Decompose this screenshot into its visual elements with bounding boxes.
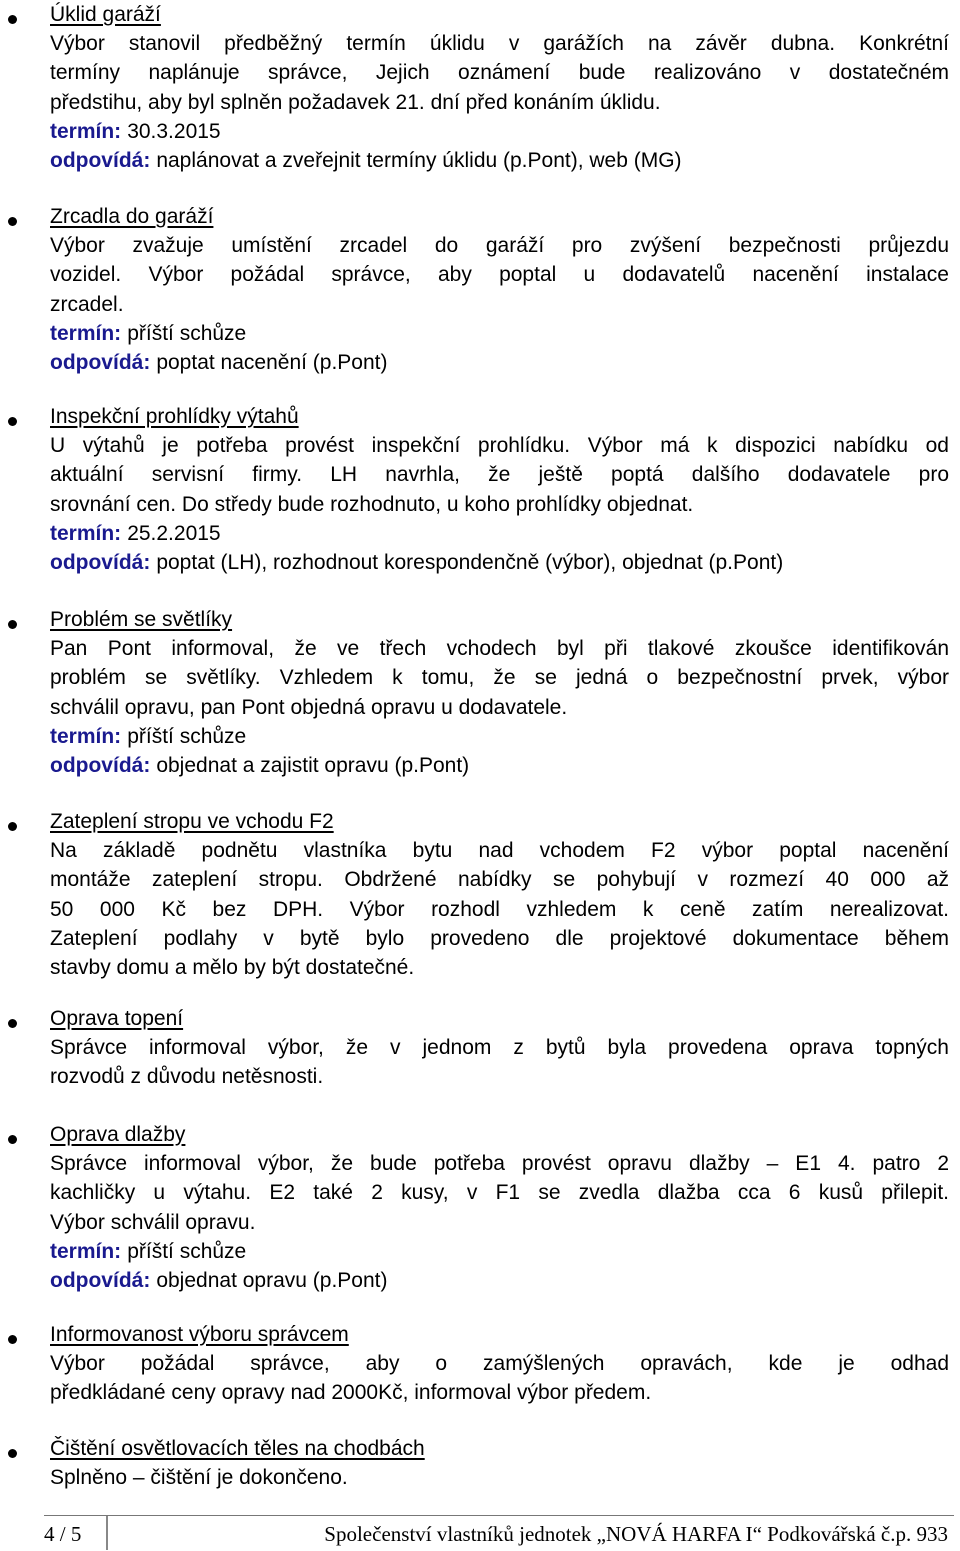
bullet-icon xyxy=(8,822,17,831)
paragraph-line: schválil opravu, pan Pont objedná opravu u dodavatele. xyxy=(50,695,568,719)
paragraph-line: rozvodů z důvodu netěsnosti. xyxy=(50,1065,324,1089)
deadline-label: termín: xyxy=(50,119,122,143)
bullet-icon xyxy=(8,1019,17,1028)
agenda-item-body xyxy=(50,807,949,982)
agenda-item-title: Zateplení stropu ve vchodu F2 xyxy=(50,810,334,833)
paragraph-line: Na základě podnětu vlastníka bytu nad vchodem F2 výbor poptal nacenění xyxy=(50,839,949,863)
deadline-value: příští schůze xyxy=(127,724,247,748)
responsible-value: objednat a zajistit opravu (p.Pont) xyxy=(156,754,470,778)
paragraph-line: 50 000 Kč bez DPH. Výbor rozhodl vzhledem k ceně zatím nerealizovat. xyxy=(50,897,949,921)
deadline-label: termín: xyxy=(50,1239,122,1263)
responsible-label: odpovídá: xyxy=(50,754,151,778)
paragraph-line: Výbor požádal správce, aby o zamýšlených opravách, kde je odhad xyxy=(50,1352,949,1376)
responsible-line xyxy=(50,1266,949,1295)
deadline-label: termín: xyxy=(50,724,122,748)
responsible-value: poptat (LH), rozhodnout korespondenčně (výbor), objednat (p.Pont) xyxy=(156,551,784,575)
responsible-value: poptat nacenění (p.Pont) xyxy=(156,351,388,375)
deadline-value: 30.3.2015 xyxy=(127,119,221,143)
deadline-label: termín: xyxy=(50,521,122,545)
paragraph-line: vozidel. Výbor požádal správce, aby poptal u dodavatelů nacenění instalace xyxy=(50,263,949,287)
responsible-label: odpovídá: xyxy=(50,551,151,575)
deadline-value: 25.2.2015 xyxy=(127,521,221,545)
deadline-value: příští schůze xyxy=(127,1239,247,1263)
paragraph-line: aktuální servisní firmy. LH navrhla, že ještě poptá dalšího dodavatele pro xyxy=(50,463,949,487)
paragraph-line: Správce informoval výbor, že bude potřeba provést opravu dlažby – E1 4. patro 2 xyxy=(50,1152,949,1176)
responsible-value: objednat opravu (p.Pont) xyxy=(156,1269,388,1293)
responsible-line xyxy=(50,146,949,175)
responsible-line xyxy=(50,548,949,577)
page-number: 4 / 5 xyxy=(44,1522,82,1546)
deadline-line xyxy=(50,722,949,751)
paragraph-line: stavby domu a mělo by být dostatečné. xyxy=(50,956,415,980)
agenda-item-body xyxy=(50,605,949,780)
agenda-item-title: Zrcadla do garáží xyxy=(50,205,214,228)
bullet-icon xyxy=(8,217,17,226)
paragraph-line: Výbor schválil opravu. xyxy=(50,1210,256,1234)
paragraph-line: Výbor stanovil předběžný termín úklidu v garážích na závěr dubna. Konkrétní xyxy=(50,32,949,56)
bullet-icon xyxy=(8,15,17,24)
paragraph-line: problém se světlíky. Vzhledem k tomu, že se jedná o bezpečnostní prvek, výbor xyxy=(50,666,949,690)
responsible-value: naplánovat a zveřejnit termíny úklidu (p.Pont), web (MG) xyxy=(156,149,682,173)
responsible-line xyxy=(50,348,949,377)
paragraph-line: předstihu, aby byl splněn požadavek 21. dní před konáním úklidu. xyxy=(50,90,661,114)
agenda-item-body xyxy=(50,402,949,577)
paragraph-line: Výbor zvažuje umístění zrcadel do garáží pro zvýšení bezpečnosti průjezdu xyxy=(50,234,949,258)
responsible-line xyxy=(50,751,949,780)
bullet-icon xyxy=(8,1335,17,1344)
agenda-item-body xyxy=(50,1434,949,1492)
page-footer xyxy=(44,1515,954,1550)
agenda-item-title: Oprava dlažby xyxy=(50,1123,186,1146)
responsible-label: odpovídá: xyxy=(50,149,151,173)
organization-name: Společenství vlastníků jednotek „NOVÁ HARFA I“ Podkovářská č.p. 933 xyxy=(324,1522,948,1546)
deadline-line xyxy=(50,1237,949,1266)
paragraph-line: Splněno – čištění je dokončeno. xyxy=(50,1466,348,1490)
paragraph-line: montáže zateplení stropu. Obdržené nabídky se pohybují v rozmezí 40 000 až xyxy=(50,868,949,892)
footer-separator xyxy=(106,1516,108,1550)
agenda-item-title: Problém se světlíky xyxy=(50,608,233,631)
agenda-item-title: Inspekční prohlídky výtahů xyxy=(50,405,299,428)
bullet-icon xyxy=(8,1135,17,1144)
agenda-item-body xyxy=(50,1320,949,1408)
bullet-icon xyxy=(8,417,17,426)
deadline-line xyxy=(50,319,949,348)
bullet-icon xyxy=(8,620,17,629)
paragraph-line: Zateplení podlahy v bytě bylo provedeno dle projektové dokumentace během xyxy=(50,926,949,950)
deadline-line xyxy=(50,117,949,146)
deadline-line xyxy=(50,519,949,548)
paragraph-line: kachličky u výtahu. E2 také 2 kusy, v F1 se zvedla dlažba cca 6 kusů přilepit. xyxy=(50,1181,949,1205)
agenda-item-body xyxy=(50,1004,949,1092)
deadline-label: termín: xyxy=(50,321,122,345)
agenda-item-body xyxy=(50,1120,949,1295)
agenda-item-body xyxy=(50,0,949,175)
paragraph-line: Správce informoval výbor, že v jednom z bytů byla provedena oprava topných xyxy=(50,1036,949,1060)
agenda-item-title: Úklid garáží xyxy=(50,3,161,26)
agenda-item-body xyxy=(50,202,949,377)
responsible-label: odpovídá: xyxy=(50,351,151,375)
paragraph-line: srovnání cen. Do středy bude rozhodnuto, u koho prohlídky objednat. xyxy=(50,492,694,516)
paragraph-line: Pan Pont informoval, že ve třech vchodech byl při tlakové zkoušce identifikován xyxy=(50,637,949,661)
bullet-icon xyxy=(8,1449,17,1458)
paragraph-line: U výtahů je potřeba provést inspekční prohlídku. Výbor má k dispozici nabídku od xyxy=(50,434,949,458)
paragraph-line: termíny naplánuje správce, Jejich oznámení bude realizováno v dostatečném xyxy=(50,61,949,85)
agenda-item-title: Čištění osvětlovacích těles na chodbách xyxy=(50,1437,425,1460)
paragraph-line: předkládané ceny opravy nad 2000Kč, informoval výbor předem. xyxy=(50,1381,652,1405)
paragraph-line: zrcadel. xyxy=(50,292,124,316)
deadline-value: příští schůze xyxy=(127,321,247,345)
agenda-item-title: Oprava topení xyxy=(50,1007,184,1030)
responsible-label: odpovídá: xyxy=(50,1269,151,1293)
agenda-item-title: Informovanost výboru správcem xyxy=(50,1323,349,1346)
